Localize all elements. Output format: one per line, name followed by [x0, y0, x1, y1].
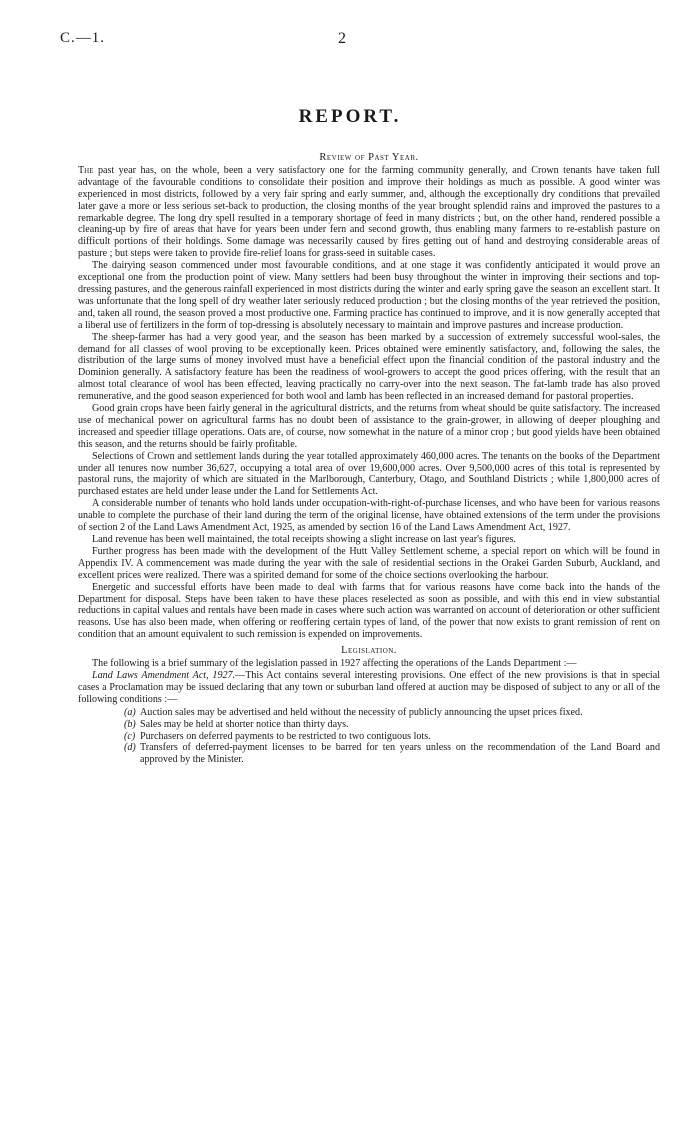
paragraph-hutt-valley: Further progress has been made with the development of the Hutt Valley Settlement scheme, a special report on which will be found in Appendix IV. A commencement was made during the year with the sale of residential sections in the Orakei Garden Suburb, Auckland, and excellent prices were realized. There was a spirited demand for some of the choice sections overlooking the harbour. [78, 545, 660, 581]
report-title: REPORT. [298, 106, 402, 127]
section-heading-legislation: Legislation. [341, 645, 397, 657]
paragraph-act [78, 670, 660, 706]
paragraph-legislation-intro: The following is a brief summary of the legislation passed in 1927 affecting the operations of the Lands Department :— [92, 658, 577, 670]
paragraph-land-revenue: Land revenue has been well maintained, the total receipts showing a slight increase on last year's figures. [92, 534, 516, 545]
act-text: —This Act contains several interesting provisions. One effect of the new provisions is that in special cases a Proclamation may be issued declaring that any town or suburban land offered at auction may be disposed of subject to any or all of the following conditions :— [78, 669, 661, 705]
paragraph-dairying: The dairying season commenced under most favourable conditions, and at one stage it was confidently anticipated it would prove an exceptional one from the production point of view. Many settlers had been busy throughout the winter in improving their sections and top-dressing pastures, and the generous rainfall experienced in most districts during the winter and early spring gave the season an excellent start. It was unfortunate that the long spell of dry weather later seriously reduced production ; but the closing months of the year retrieved the position, and, taken all round, the season proved a most productive one. Farming practice has continued to improve, and it is now generally accepted that a liberal use of fertilizers in the form of top-dressing is absolutely necessary to maintain and improve pastures and increase production. [78, 260, 660, 331]
condition-marker: (b) [124, 718, 136, 730]
condition-text: Auction sales may be advertised and held without the necessity of publicly announcing the upset prices fixed. [140, 706, 583, 718]
page-reference: C.—1. [60, 30, 106, 46]
act-title: Land Laws Amendment Act, 1927. [92, 669, 236, 681]
condition-text: Transfers of deferred-payment licenses to be barred for ten years unless on the recommendation of the Land Board and approved by the Minister. [140, 742, 660, 766]
paragraph-sheep-farming: The sheep-farmer has had a very good year, and the season has been marked by a succession of extremely successful wool-sales, the demand for all classes of wool proving to be exceptionally keen. Prices obtained were eminently satisfactory, and, following the sales, the distribution of the large sums of money involved must have a beneficial effect upon the financial condition of the pastoral industry and the Dominion generally. A satisfactory feature has been the readiness of wool-growers to accept the good prices offering, with the result that an almost total clearance of wool has been effected, leaving practically no carry-over into the next season. The fat-lamb trade has also proved remunerative, and the good season experienced for both wool and lamb has been reflected in an increased demand for pastoral properties. [78, 331, 660, 403]
paragraph-text: past year has, on the whole, been a very satisfactory one for the farming community generally, and Crown tenants have taken full advantage of the favourable conditions to consolidate their position and improve their holdings as much as possible. A good winter was experienced in most districts, followed by a very fair spring and early summer, and, although the exceptionally dry conditions that prevailed later gave a more or less serious set-back to production, the closing months of the year brought splendid rains and improved the pastures to a remarkable degree. The long dry spell resulted in a temporary shortage of feed in many districts ; but, on the other hand, rendered possible a cleaning-up by fire of areas that have for years been under fern and second growth, thus enabling many farmers to re-establish pasture on difficult portions of their holdings. Some damage was necessarily caused by fires getting out of hand and destroying considerable areas of pasture ; but steps were taken to provide fire-relief loans for grass-seed in suitable cases. [78, 164, 660, 260]
paragraph-selections: Selections of Crown and settlement lands during the year totalled approximately 460,000 acres. The tenants on the books of the Department under all tenures now number 36,627, occupying a total area of over 19,600,000 acres. Over 9,500,000 acres of this total is represented by pastoral runs, the majority of which are situated in the Marlborough, Canterbury, Otago, and Southland Districts ; while 1,800,000 acres of purchased estates are held under lease under the Land for Settlements Act. [78, 450, 660, 498]
lead-word: The [78, 164, 94, 176]
condition-item [124, 742, 660, 766]
paragraph-review-1 [78, 165, 660, 260]
condition-item [124, 719, 660, 731]
condition-item [124, 707, 660, 719]
running-head [60, 30, 660, 50]
condition-text: Purchasers on deferred payments to be restricted to two contiguous lots. [140, 730, 431, 742]
section-heading-review: Review of Past Year. [319, 152, 419, 163]
condition-marker: (d) [124, 742, 136, 754]
condition-marker: (c) [124, 730, 136, 742]
condition-marker: (a) [124, 706, 136, 718]
page-number: 2 [338, 30, 346, 47]
document-body [78, 152, 660, 766]
conditions-list [78, 707, 660, 767]
paragraph-extensions: A considerable number of tenants who hold lands under occupation-with-right-of-purchase licenses, and who have been for various reasons unable to complete the purchase of their land during the term of the original license, have obtained extensions of the term under the provisions of section 2 of the Land Laws Amendment Act, 1925, as amended by section 16 of the Land Laws Amendment Act, 1927. [78, 498, 660, 534]
paragraph-grain-crops: Good grain crops have been fairly general in the agricultural districts, and the returns from wheat should be quite satisfactory. The increased use of mechanical power on agricultural farms has no doubt been of assistance to the grain-grower, in allowing of deeper ploughing and increased and speedier tillage operations. Oats are, of course, now somewhat in the nature of a minor crop ; but good yields have been obtained this season, and the returns should be fairly profitable. [78, 403, 660, 450]
condition-text: Sales may be held at shorter notice than thirty days. [140, 718, 349, 730]
paragraph-farm-disposal: Energetic and successful efforts have been made to deal with farms that for various reasons have come back into the hands of the Department for disposal. Steps have been taken to have these places reselected as soon as possible, and with this end in view substantial reductions in capital values and rentals have been made in cases where such action was warranted on account of deterioration or other sufficient reasons. Use has also been made, when offering or reoffering certain types of land, of the power that now exists to grant remission of rent on condition that an amount equivalent to such remission is expended on improvements. [78, 581, 660, 641]
condition-item [124, 731, 660, 743]
